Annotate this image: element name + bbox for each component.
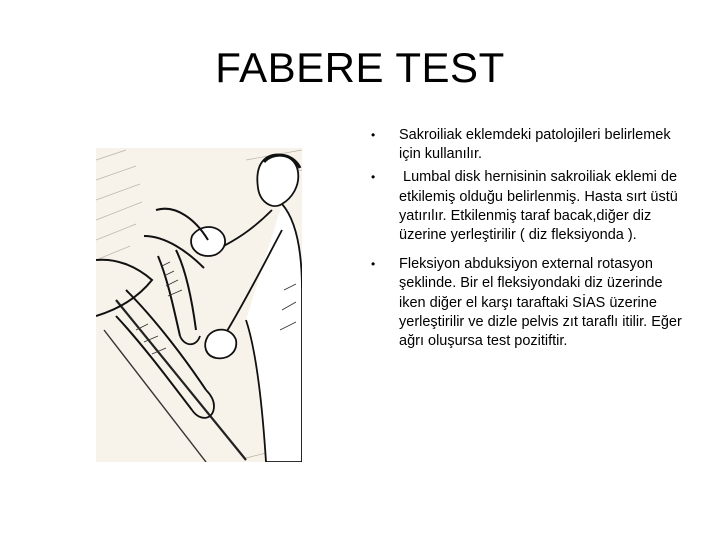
examiner-hand-knee: [191, 227, 225, 256]
bullet-list: [368, 126, 686, 351]
bullet-dot: •: [371, 257, 376, 272]
slide-title: FABERE TEST: [215, 44, 505, 91]
bullet-text: Sakroiliak eklemdeki patolojileri belirlemek için kullanılır.: [399, 127, 675, 163]
faber-test-illustration: [96, 140, 302, 462]
bullet-dot: •: [371, 170, 376, 185]
bullet-text: Fleksiyon abduksiyon external rotasyon şeklinde. Bir el fleksiyondaki diz üzerinde iken diğer el karşı taraftaki SİAS üzerine yerleştirilir ve dizle pelvis zıt taraflı itilir. Eğer ağrı oluşursa test pozitiftir.: [399, 256, 686, 350]
examiner-hand-pelvis: [205, 330, 236, 359]
bullet-item: [368, 168, 682, 245]
bullet-dot: •: [371, 128, 376, 142]
bullet-item: [368, 126, 682, 164]
bullet-item: [368, 255, 686, 351]
bullet-text: Lumbal disk hernisinin sakroiliak eklemi de etkilemiş olduğu belirlenmiş. Hasta sırt üstü yatırılır. Etkilenmiş taraf bacak,diğer diz üzerine yerleştirilir ( diz fleksiyonda ).: [399, 169, 682, 244]
faber-test-drawing-icon: [96, 140, 302, 462]
